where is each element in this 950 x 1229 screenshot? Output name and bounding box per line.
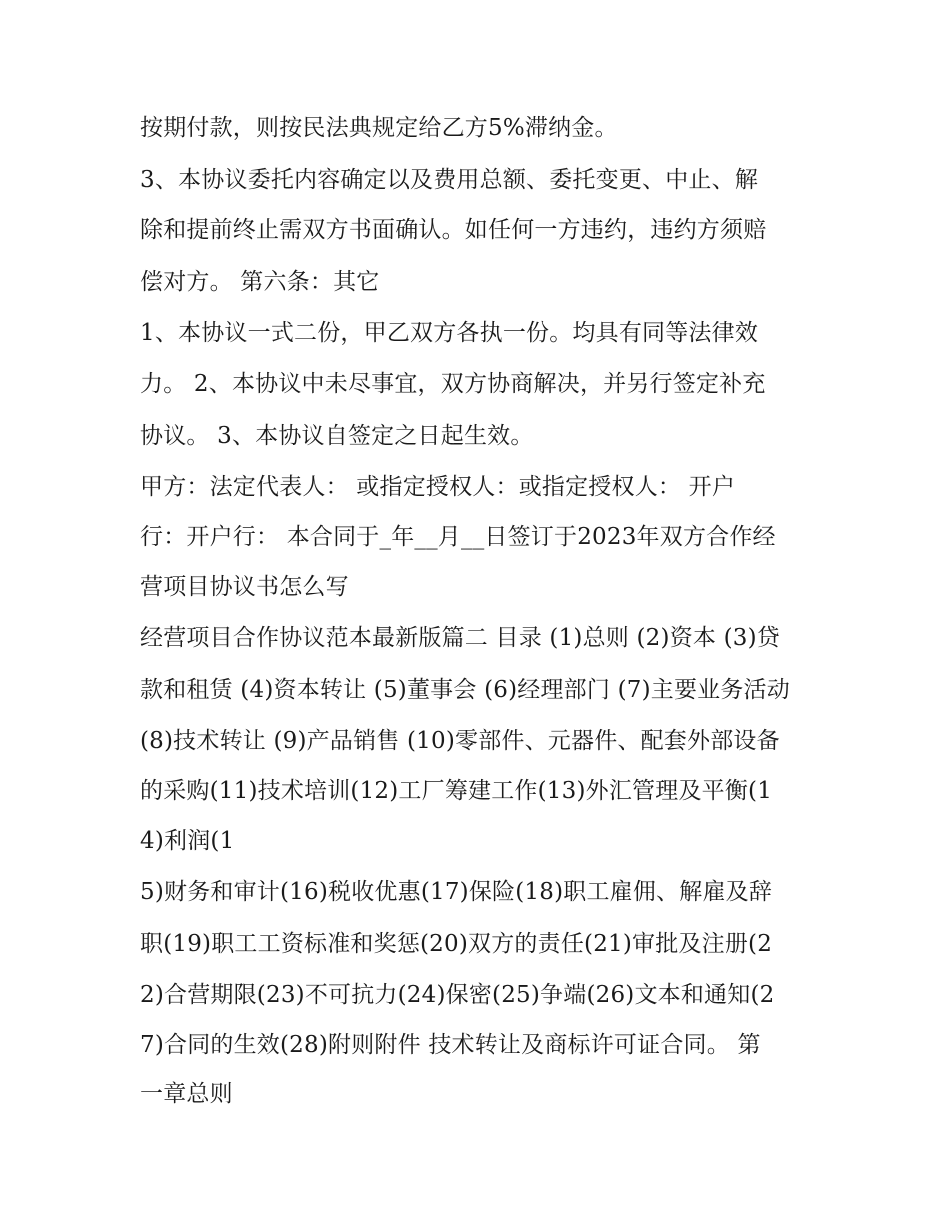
text-line: 力。 2、本协议中未尽事宜，双方协商解决，并另行签定补充: [140, 371, 766, 397]
text-line: 3、本协议委托内容确定以及费用总额、委托变更、中止、解: [140, 167, 759, 193]
text-line: 按期付款，则按民法典规定给乙方5%滞纳金。: [140, 115, 618, 141]
text-line: 协议。 3、本协议自签定之日起生效。: [140, 423, 534, 449]
text-line: 甲方：法定代表人： 或指定授权人：或指定授权人： 开户: [140, 474, 736, 500]
text-line: 的采购(11)技术培训(12)工厂筹建工作(13)外汇管理及平衡(1: [140, 778, 773, 804]
text-line: 5)财务和审计(16)税收优惠(17)保险(18)职工雇佣、解雇及辞: [140, 879, 773, 905]
text-line: 行：开户行： 本合同于_年__月__日签订于2023年双方合作经: [140, 524, 776, 550]
text-line: (8)技术转让 (9)产品销售 (10)零部件、元器件、配套外部设备: [140, 728, 780, 754]
text-line: 款和租赁 (4)资本转让 (5)董事会 (6)经理部门 (7)主要业务活动: [140, 677, 790, 703]
text-line: 1、本协议一式二份，甲乙双方各执一份。均具有同等法律效: [140, 320, 759, 346]
text-line: 经营项目合作协议范本最新版篇二 目录 (1)总则 (2)资本 (3)贷: [140, 625, 780, 651]
text-line: 营项目协议书怎么写: [140, 574, 349, 600]
text-line: 偿对方。 第六条：其它: [140, 269, 380, 295]
text-line: 4)利润(1: [140, 828, 235, 854]
text-line: 一章总则: [140, 1081, 233, 1107]
text-line: 7)合同的生效(28)附则附件 技术转让及商标许可证合同。 第: [140, 1032, 761, 1058]
text-line: 除和提前终止需双方书面确认。如任何一方违约，违约方须赔: [140, 217, 767, 243]
text-line: 职(19)职工工资标准和奖惩(20)双方的责任(21)审批及注册(2: [140, 931, 773, 957]
text-line: 2)合营期限(23)不可抗力(24)保密(25)争端(26)文本和通知(2: [140, 982, 775, 1008]
